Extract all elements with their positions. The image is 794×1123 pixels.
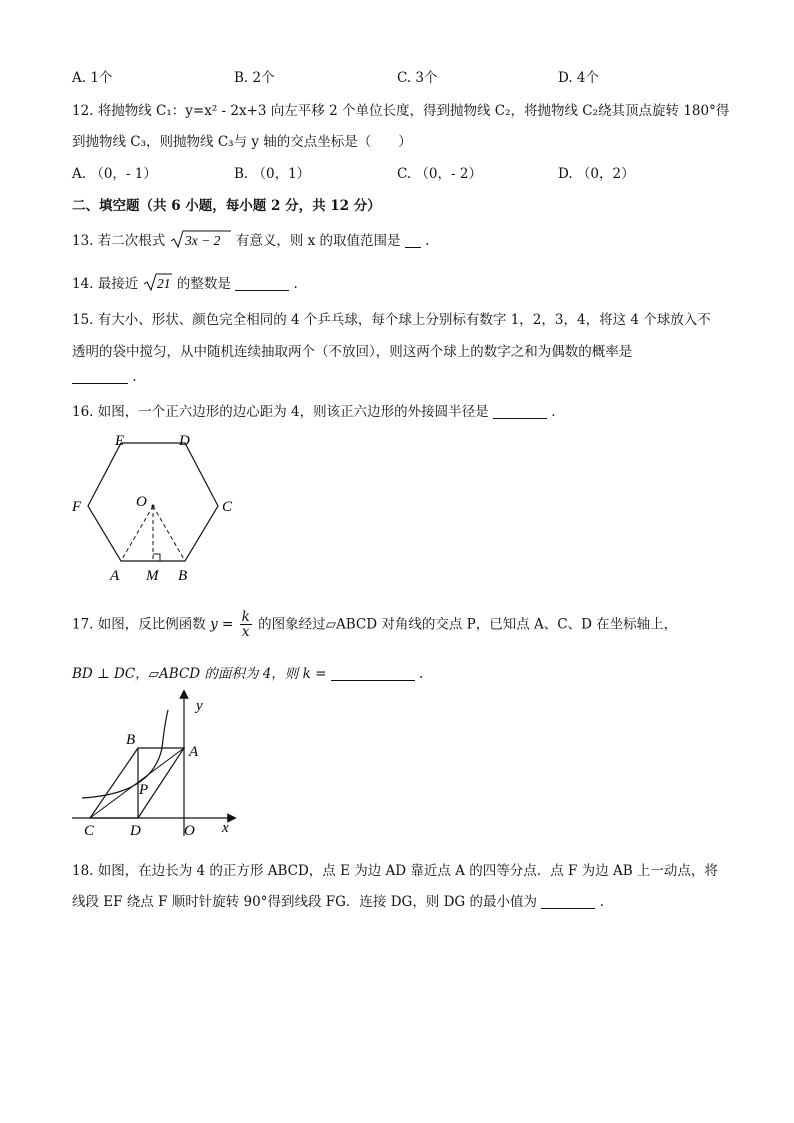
right-angle-mark-icon [153, 554, 160, 561]
label-o: O [136, 494, 147, 510]
q13-prefix: 13. 若二次根式 [72, 233, 166, 249]
q12-option-d: D. （0，2） [558, 166, 635, 182]
q18-line2: 线段 EF 绕点 F 顺时针旋转 90°得到线段 FG．连接 DG，则 DG 的最小值为 [72, 894, 538, 910]
label-b: B [126, 732, 136, 748]
q17-answer-blank[interactable] [331, 666, 415, 681]
label-c: C [84, 823, 95, 839]
q12-stem-line2: 到抛物线 C₃，则抛物线 C₃与 y 轴的交点坐标是（ ） [72, 134, 412, 150]
q12-option-a: A. （0，- 1） [72, 166, 157, 182]
q16-stem [72, 400, 556, 420]
label-a: A [189, 744, 199, 760]
q14-answer-blank[interactable] [235, 276, 289, 291]
q12-option-b: B. （0，1） [234, 166, 311, 182]
q13-radicand: 3x − 2 [184, 233, 220, 248]
label-d: D [179, 433, 190, 449]
q17-end: . [418, 666, 424, 682]
label-o: O [184, 823, 195, 839]
q13-stem [72, 229, 429, 253]
q13-end: . [425, 233, 430, 249]
q15-answer-line [72, 369, 137, 385]
q18-stem-line2 [72, 890, 604, 910]
q11-option-d: D. 4个 [558, 70, 600, 86]
label-f: F [72, 499, 82, 515]
q14-radical [143, 272, 173, 296]
label-p: P [139, 782, 149, 798]
q16-end: . [551, 404, 556, 420]
hexagon-figure [68, 428, 248, 588]
q17-stem-line2 [72, 662, 423, 682]
q15-stem-line1: 15. 有大小、形状、颜色完全相同的 4 个乒乓球，每个球上分别标有数字 1，2，3，4，将这 4 个球放入不 [72, 312, 711, 328]
q11-option-b: B. 2个 [234, 70, 275, 86]
point-o [152, 505, 155, 508]
q11-option-c: C. 3个 [397, 70, 438, 86]
q15-stem-line2: 透明的袋中搅匀，从中随机连续抽取两个（不放回），则这两个球上的数字之和为偶数的概率是 [72, 344, 633, 360]
label-a: A [110, 568, 120, 584]
q12-stem-line1: 12. 将抛物线 C₁：y=x² - 2x+3 向左平移 2 个单位长度，得到抛物线 C₂，将抛物线 C₂绕其顶点旋转 180°得 [72, 103, 730, 119]
q18-stem-line1: 18. 如图，在边长为 4 的正方形 ABCD，点 E 为边 AD 靠近点 A 的四等分点．点 F 为边 AB 上一动点，将 [72, 863, 718, 879]
q11-option-a: A. 1个 [72, 70, 113, 86]
q18-end: . [599, 894, 604, 910]
radical-sign-icon [170, 229, 232, 249]
label-c: C [222, 499, 233, 515]
q17-frac-den: x [241, 624, 250, 640]
q12-option-c: C. （0，- 2） [397, 166, 482, 182]
q13-suffix: 有意义，则 x 的取值范围是 [235, 233, 401, 249]
segment-ob [153, 506, 185, 561]
q14-radicand: 21 [156, 276, 171, 291]
label-e: E [115, 433, 125, 449]
radical-sign-icon [143, 272, 173, 292]
q13-radical [170, 229, 232, 253]
q17-frac-num: k [241, 609, 250, 625]
q18-answer-blank[interactable] [541, 894, 595, 909]
q15-end: . [132, 369, 137, 385]
q17-line2: BD ⊥ DC，▱ABCD 的面积为 4，则 k = [72, 666, 327, 682]
label-b: B [178, 568, 188, 584]
q17-line1-rest: 的图象经过▱ABCD 对角线的交点 P，已知点 A、C、D 在坐标轴上， [258, 616, 678, 633]
segment-oa [121, 506, 153, 561]
label-y: y [196, 698, 203, 714]
q15-answer-blank[interactable] [72, 369, 128, 384]
q16-answer-blank[interactable] [493, 404, 547, 419]
coordinate-figure [72, 690, 242, 840]
q17-stem-line1 [72, 610, 677, 639]
q17-prefix: 17. 如图，反比例函数 [72, 616, 206, 633]
q16-text: 16. 如图，一个正六边形的边心距为 4，则该正六边形的外接圆半径是 [72, 404, 489, 420]
label-d: D [130, 823, 141, 839]
hyperbola-curve [82, 710, 168, 798]
q17-fraction [240, 610, 252, 639]
q13-answer-blank[interactable] [405, 233, 421, 248]
q14-stem [72, 272, 298, 296]
q14-end: . [293, 276, 298, 292]
section-heading: 二、填空题（共 6 小题，每小题 2 分，共 12 分） [72, 198, 381, 214]
label-x: x [222, 820, 229, 836]
q14-suffix: 的整数是 [176, 276, 231, 292]
q14-prefix: 14. 最接近 [72, 276, 139, 292]
label-m: M [146, 568, 159, 584]
q17-func-lhs: y = [210, 616, 234, 633]
